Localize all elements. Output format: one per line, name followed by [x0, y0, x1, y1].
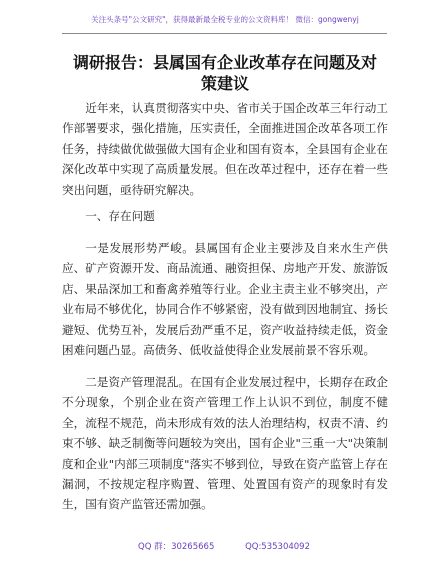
- document-title: 调研报告：县属国有企业改革存在问题及对策建议: [72, 53, 377, 93]
- body-paragraph-1: 一是发展形势严峻。县属国有企业主要涉及自来水生产供应、矿产资源开发、商品流通、融资担保、房地产开发、旅游饭店、果品深加工和畜禽养殖等行业。企业主责主业不够突出，产业布局不够优化，协同合作不够紧密，没有做到因地制宜、扬长避短、优势互补，发展后劲严重不足，资产收益持续走低，资金困难问题凸显。高债务、低收益使得企业发展前景不容乐观。: [62, 241, 388, 358]
- body-paragraph-2: 二是资产管理混乱。在国有企业发展过程中，长期存在政企不分现象，个别企业在资产管理工作上认识不到位，制度不健全，流程不规范，尚未形成有效的法人治理结构，权责不清、约束不够、缺乏制衡等问题较为突出，国有企业"三重一大"决策制度和企业"内部三项制度"落实不够到位，导致在资产监管上存在漏洞，不按规定程序购置、管理、处置国有资产的现象时有发生，国有资产监管还需加强。: [62, 375, 388, 512]
- footer-contact: [0, 540, 448, 552]
- header-divider: [62, 33, 387, 34]
- footer-qq: QQ:535304092: [245, 542, 310, 552]
- section-heading: 一、存在问题: [85, 209, 155, 223]
- intro-paragraph: 近年来，认真贯彻落实中央、省市关于国企改革三年行动工作部署要求，强化措施，压实责任，全面推进国企改革各项工作任务，持续做优做强做大国有企业和国有资本，全县国有企业在深化改革中实现了高质量发展。但在改革过程中，还存在着一些突出问题，亟待研究解决。: [62, 101, 388, 197]
- footer-qq-group: QQ 群：30265665: [138, 542, 215, 552]
- header-banner: 关注头条号"公文研究"，获得最新最全税专业的公文资料库！ 微信：gongwenyj: [91, 15, 359, 24]
